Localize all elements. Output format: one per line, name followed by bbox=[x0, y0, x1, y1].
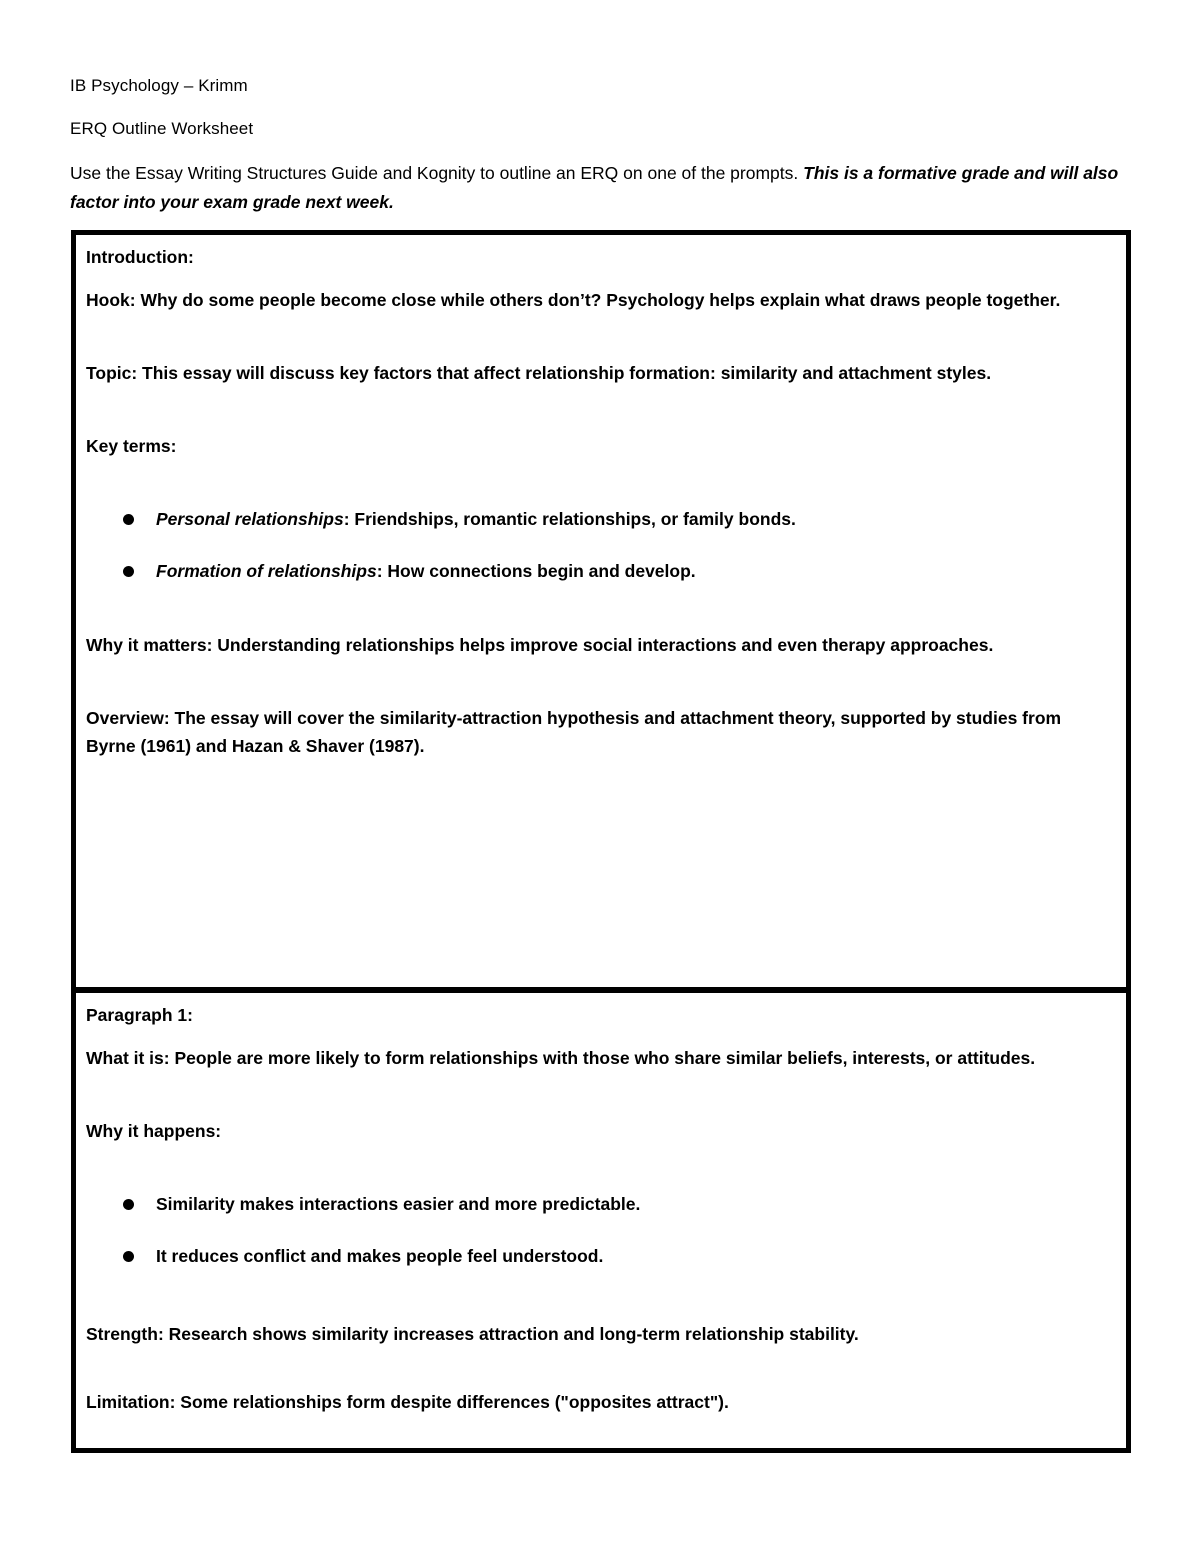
instructions-emphasis: This is a formative grade and will also factor into your exam grade next week. bbox=[70, 163, 1119, 212]
key-term-definition: : How connections begin and develop. bbox=[376, 561, 696, 581]
limitation-text: Limitation: Some relationships form despite differences ("opposites attract"). bbox=[86, 1392, 729, 1412]
reason-text: Similarity makes interactions easier and more predictable. bbox=[156, 1194, 641, 1214]
worksheet-title: ERQ Outline Worksheet bbox=[70, 119, 254, 138]
key-terms-list bbox=[86, 505, 1114, 585]
key-terms-label: Key terms: bbox=[86, 436, 177, 456]
introduction-box bbox=[71, 230, 1131, 992]
why-it-happens-label: Why it happens: bbox=[86, 1121, 222, 1141]
key-term: Formation of relationships bbox=[156, 561, 377, 581]
instructions bbox=[70, 159, 1130, 217]
bullet-dot-icon bbox=[123, 514, 134, 525]
reasons-list bbox=[86, 1190, 1114, 1270]
key-term: Personal relationships bbox=[156, 509, 344, 529]
list-item bbox=[86, 1242, 1114, 1270]
strength-text: Strength: Research shows similarity increases attraction and long-term relationship stability. bbox=[86, 1324, 859, 1344]
list-item bbox=[86, 557, 1114, 585]
why-it-matters-text: Why it matters: Understanding relationships helps improve social interactions and even therapy approaches. bbox=[86, 635, 994, 655]
paragraph1-label: Paragraph 1: bbox=[86, 1005, 193, 1025]
hook-text: Hook: Why do some people become close while others don’t? Psychology helps explain what draws people together. bbox=[86, 290, 1061, 310]
list-item bbox=[86, 505, 1114, 533]
course-header: IB Psychology – Krimm bbox=[70, 76, 248, 95]
key-term-definition: : Friendships, romantic relationships, or family bonds. bbox=[343, 509, 796, 529]
overview-text: Overview: The essay will cover the similarity-attraction hypothesis and attachment theory, supported by studies from Byrne (1961) and Hazan & Shaver (1987). bbox=[86, 708, 1062, 756]
instructions-text: Use the Essay Writing Structures Guide and Kognity to outline an ERQ on one of the prompts. bbox=[70, 163, 804, 183]
bullet-dot-icon bbox=[123, 1199, 134, 1210]
paragraph1-box bbox=[71, 988, 1131, 1453]
what-it-is-text: What it is: People are more likely to form relationships with those who share similar beliefs, interests, or attitudes. bbox=[86, 1048, 1036, 1068]
reason-text: It reduces conflict and makes people feel understood. bbox=[156, 1246, 604, 1266]
list-item bbox=[86, 1190, 1114, 1218]
bullet-dot-icon bbox=[123, 566, 134, 577]
bullet-dot-icon bbox=[123, 1251, 134, 1262]
topic-text: Topic: This essay will discuss key factors that affect relationship formation: similarity and attachment styles. bbox=[86, 363, 992, 383]
introduction-label: Introduction: bbox=[86, 247, 194, 267]
